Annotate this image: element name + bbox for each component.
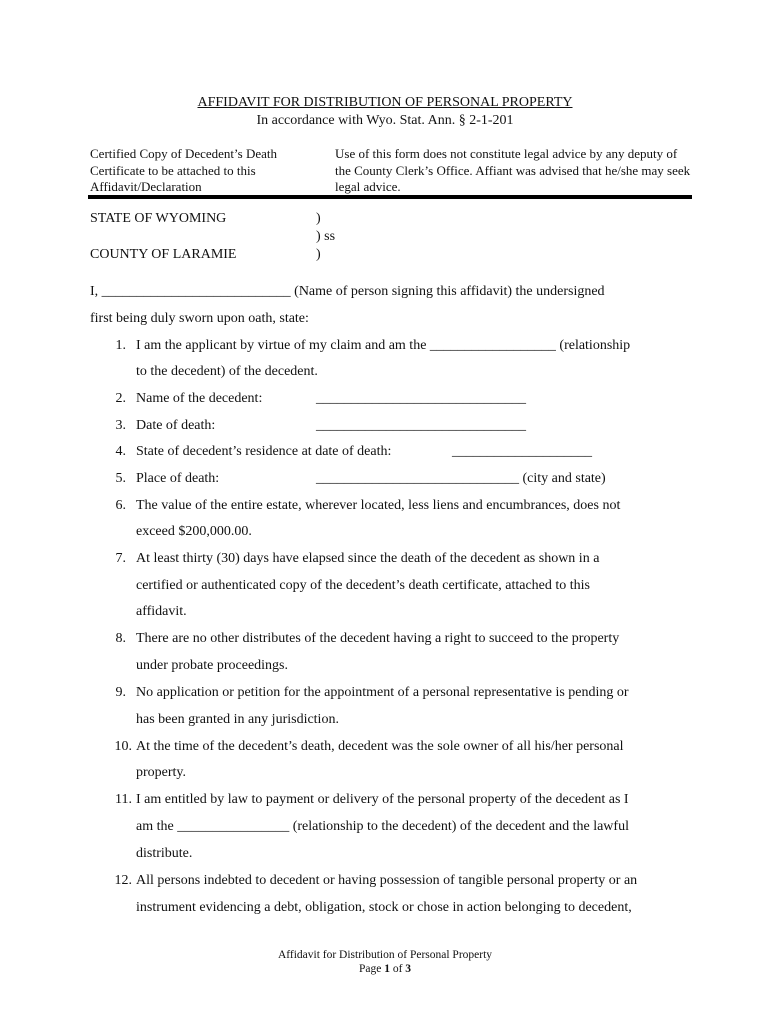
- item-7-text-cont: affidavit.: [136, 604, 187, 619]
- item-1-text-cont: to the decedent) of the decedent.: [136, 364, 318, 379]
- item-number: 9.: [115, 685, 126, 700]
- item-6-text: The value of the entire estate, wherever located, less liens and encumbrances, does not: [136, 498, 621, 513]
- item-6-text-cont: exceed $200,000.00.: [136, 524, 252, 539]
- item-number: 11.: [115, 792, 132, 807]
- document-subtitle: In accordance with Wyo. Stat. Ann. § 2-1-201: [256, 113, 514, 128]
- date-of-death-blank: ______________________________: [316, 418, 526, 433]
- section-divider: [88, 195, 692, 199]
- county-caption: COUNTY OF LARAMIE: [90, 247, 237, 262]
- page-label: Page: [358, 963, 385, 975]
- document-title: AFFIDAVIT FOR DISTRIBUTION OF PERSONAL PROPERTY: [197, 95, 573, 110]
- item-8-text-cont: under probate proceedings.: [136, 658, 288, 673]
- item-7-text-cont: certified or authenticated copy of the decedent’s death certificate, attached to this: [136, 578, 591, 593]
- item-1-text: I am the applicant by virtue of my claim and am the __________________ (relationship: [136, 338, 631, 353]
- place-of-death-blank: _____________________________ (city and state): [316, 471, 606, 486]
- item-12-text: All persons indebted to decedent or having possession of tangible personal property or an: [136, 873, 638, 888]
- decedent-name-blank: ______________________________: [316, 391, 526, 406]
- item-5-label: Place of death:: [136, 471, 220, 486]
- item-number: 7.: [115, 551, 126, 566]
- item-11-text: I am entitled by law to payment or delivery of the personal property of the decedent as I: [136, 792, 629, 807]
- state-caption: STATE OF WYOMING: [90, 211, 227, 226]
- oath-statement: first being duly sworn upon oath, state:: [90, 311, 309, 326]
- item-number: 12.: [114, 873, 132, 888]
- page-of-label: of: [389, 963, 406, 975]
- item-10-text-cont: property.: [136, 765, 187, 780]
- page-indicator: [0, 963, 770, 975]
- legal-advice-disclaimer: Use of this form does not constitute legal advice by any deputy of the County Clerk’s Office. Affiant was advised that he/she may seek legal advice.: [335, 146, 691, 194]
- item-12-text-cont: instrument evidencing a debt, obligation, stock or chose in action belonging to decedent,: [136, 900, 632, 915]
- page-total: 3: [405, 963, 412, 975]
- item-9-text: No application or petition for the appointment of a personal representative is pending or: [136, 685, 629, 700]
- caption-bracket-ss: ) ss: [316, 229, 336, 244]
- item-number: 10.: [114, 739, 132, 754]
- item-number: 5.: [115, 471, 126, 486]
- item-4-label: State of decedent’s residence at date of death:: [136, 444, 392, 459]
- item-number: 2.: [115, 391, 126, 406]
- affiant-name-line: I, ___________________________ (Name of person signing this affidavit) the undersigned: [90, 284, 605, 299]
- residence-state-blank: ____________________: [452, 444, 592, 459]
- item-11-text-cont: am the ________________ (relationship to the decedent) of the decedent and the lawful: [136, 819, 629, 834]
- item-number: 6.: [115, 498, 126, 513]
- item-number: 8.: [115, 631, 126, 646]
- item-3-label: Date of death:: [136, 418, 216, 433]
- footer-title: Affidavit for Distribution of Personal Property: [277, 949, 493, 961]
- item-9-text-cont: has been granted in any jurisdiction.: [136, 712, 339, 727]
- death-certificate-note: Certified Copy of Decedent’s Death Certificate to be attached to this Affidavit/Declaration: [90, 146, 277, 194]
- item-7-text: At least thirty (30) days have elapsed since the death of the decedent as shown in a: [136, 551, 600, 566]
- item-2-label: Name of the decedent:: [136, 391, 263, 406]
- item-number: 3.: [115, 418, 126, 433]
- item-number: 1.: [115, 338, 126, 353]
- caption-bracket: ): [316, 247, 321, 262]
- item-10-text: At the time of the decedent’s death, decedent was the sole owner of all his/her personal: [136, 739, 624, 754]
- item-8-text: There are no other distributes of the decedent having a right to succeed to the property: [136, 631, 620, 646]
- item-11-text-cont: distribute.: [136, 846, 193, 861]
- caption-bracket: ): [316, 211, 321, 226]
- page-number: 1: [384, 963, 390, 975]
- item-number: 4.: [115, 444, 126, 459]
